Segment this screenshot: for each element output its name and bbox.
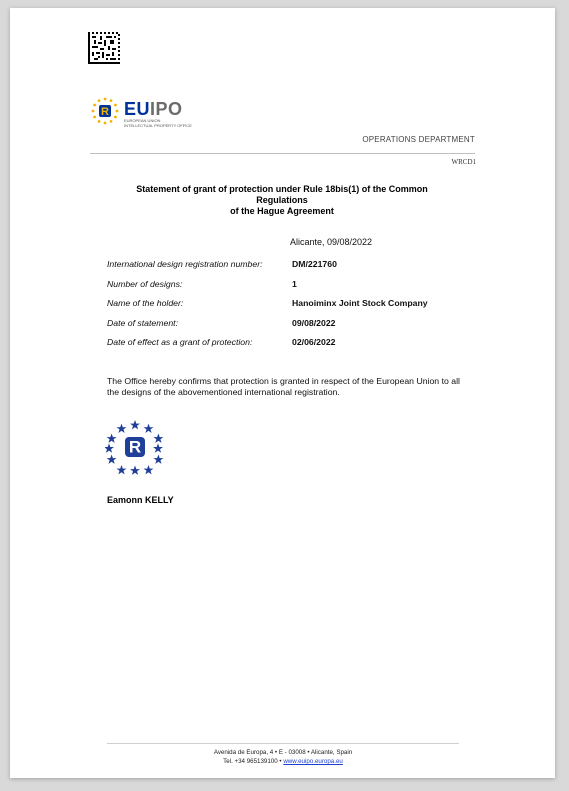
svg-text:R: R: [101, 106, 109, 118]
field-row-date-of-effect: [107, 337, 507, 349]
field-label: Number of designs:: [107, 279, 183, 289]
euipo-logo: [90, 96, 220, 132]
field-label: Date of statement:: [107, 318, 178, 328]
euipo-emblem-icon: [90, 96, 120, 126]
field-value: 09/08/2022: [292, 318, 336, 328]
footer-phone: Tel. +34 965139100 •: [223, 758, 282, 765]
document-page: [10, 8, 555, 778]
field-row-date-of-statement: [107, 318, 507, 330]
datamatrix-barcode: [88, 32, 120, 64]
footer-divider: [107, 743, 459, 744]
field-row-registration-number: [107, 259, 507, 271]
department-label: OPERATIONS DEPARTMENT: [362, 135, 475, 144]
footer-contact: [107, 757, 459, 766]
field-value: 02/06/2022: [292, 337, 336, 347]
logo-wordmark: EUIPO: [124, 99, 183, 119]
document-title: Statement of grant of protection under Rule 18bis(1) of the Common Regulations of the Hague Agreement: [136, 184, 428, 216]
field-value: 1: [292, 279, 297, 289]
form-code: WRCD1: [451, 158, 476, 166]
svg-text:R: R: [128, 437, 142, 457]
signer-name: Eamonn KELLY: [107, 495, 174, 505]
field-row-holder-name: [107, 298, 507, 310]
logo-subtitle: EUROPEAN UNION INTELLECTUAL PROPERTY OFFICE: [124, 118, 192, 128]
confirmation-paragraph: The Office hereby confirms that protection is granted in respect of the European Union to all the designs of the abovementioned international registration.: [107, 376, 460, 397]
field-label: International design registration number:: [107, 259, 263, 269]
field-value: Hanoiminx Joint Stock Company: [292, 298, 428, 308]
footer-address: Avenida de Europa, 4 • E - 03008 • Alicante, Spain: [213, 749, 353, 756]
field-row-number-of-designs: [107, 279, 507, 291]
place-and-date: Alicante, 09/08/2022: [290, 237, 373, 247]
field-label: Date of effect as a grant of protection:: [107, 337, 253, 347]
website-link[interactable]: www.euipo.europa.eu: [283, 758, 343, 765]
field-label: Name of the holder:: [107, 298, 184, 308]
header-divider: [90, 153, 475, 154]
euipo-seal-icon: [105, 417, 165, 477]
field-value: DM/221760: [292, 259, 337, 269]
footer: [107, 748, 459, 766]
